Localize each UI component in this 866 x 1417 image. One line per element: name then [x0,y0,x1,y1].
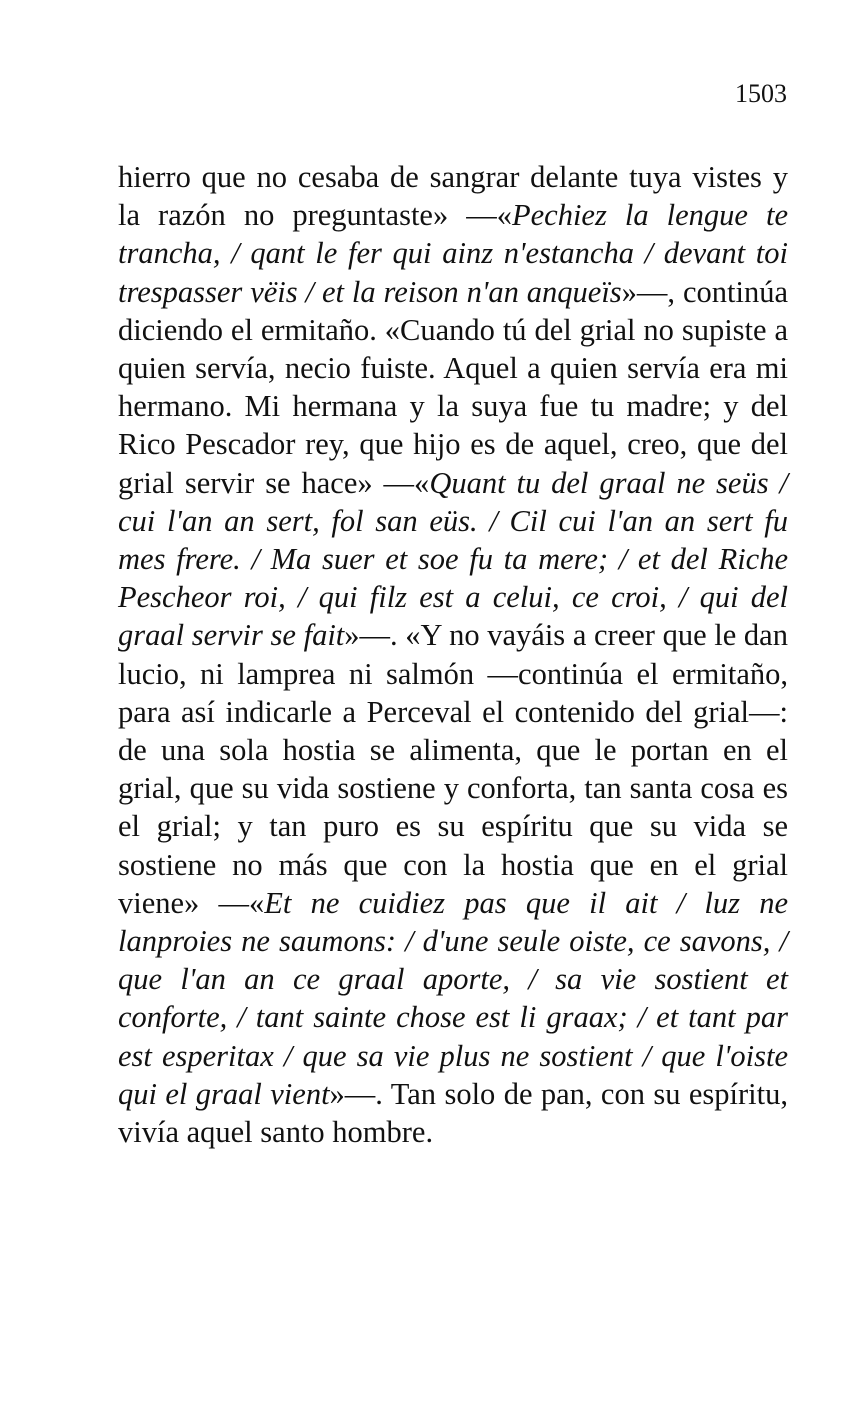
text-segment-roman: »—. «Y no vayáis a creer que le dan lucio, ni lamprea ni salmón —continúa el ermitaño, para así indicarle a Perceval el contenido del grial—: de una sola hostia se alimenta, que le portan en el grial, que su vida sostiene y conforta, tan santa cosa es el grial; y tan puro es su espíritu que su vida se sostiene no más que con la hostia que en el grial viene» —« [118,618,788,920]
text-segment-roman: hierro que no cesaba de sangrar delante tuya vistes y la razón no preguntaste» —« [118,160,788,233]
text-segment-italic-quote: Pechiez la lengue te trancha, / qant le fer qui ainz n'estancha / devant toi trespasser vëis / et la reison n'an anqueïs [118,198,788,309]
text-segment-roman: »—. Tan solo de pan, con su espíritu, vivía aquel santo hombre. [118,1076,788,1150]
page-number: 1503 [735,79,787,108]
text-segment-italic-quote: Et ne cuidiez pas que il ait / luz ne lanproies ne saumons: / d'une seule oiste, ce savons, / que l'an an ce graal aporte, / sa vie sostient et conforte, / tant sainte chose est li graax; / et tant par est esperitax / que sa vie plus ne sostient / que l'oiste qui el graal vient [118,885,788,1111]
text-segment-roman: »—, continúa diciendo el ermitaño. «Cuando tú del grial no supiste a quien servía, necio fuiste. Aquel a quien servía era mi hermano. Mi hermana y la suya fue tu madre; y del Rico Pescador rey, que hijo es de aquel, creo, que del grial servir se hace» —« [118,274,788,500]
text-segment-italic-quote: Quant tu del graal ne seüs / cui l'an an sert, fol san eüs. / Cil cui l'an an sert fu mes frere. / Ma suer et soe fu ta mere; / et del Riche Pescheor roi, / qui filz est a celui, ce croi, / qui del graal servir se fait [118,465,788,653]
body-paragraph [118,158,788,1151]
